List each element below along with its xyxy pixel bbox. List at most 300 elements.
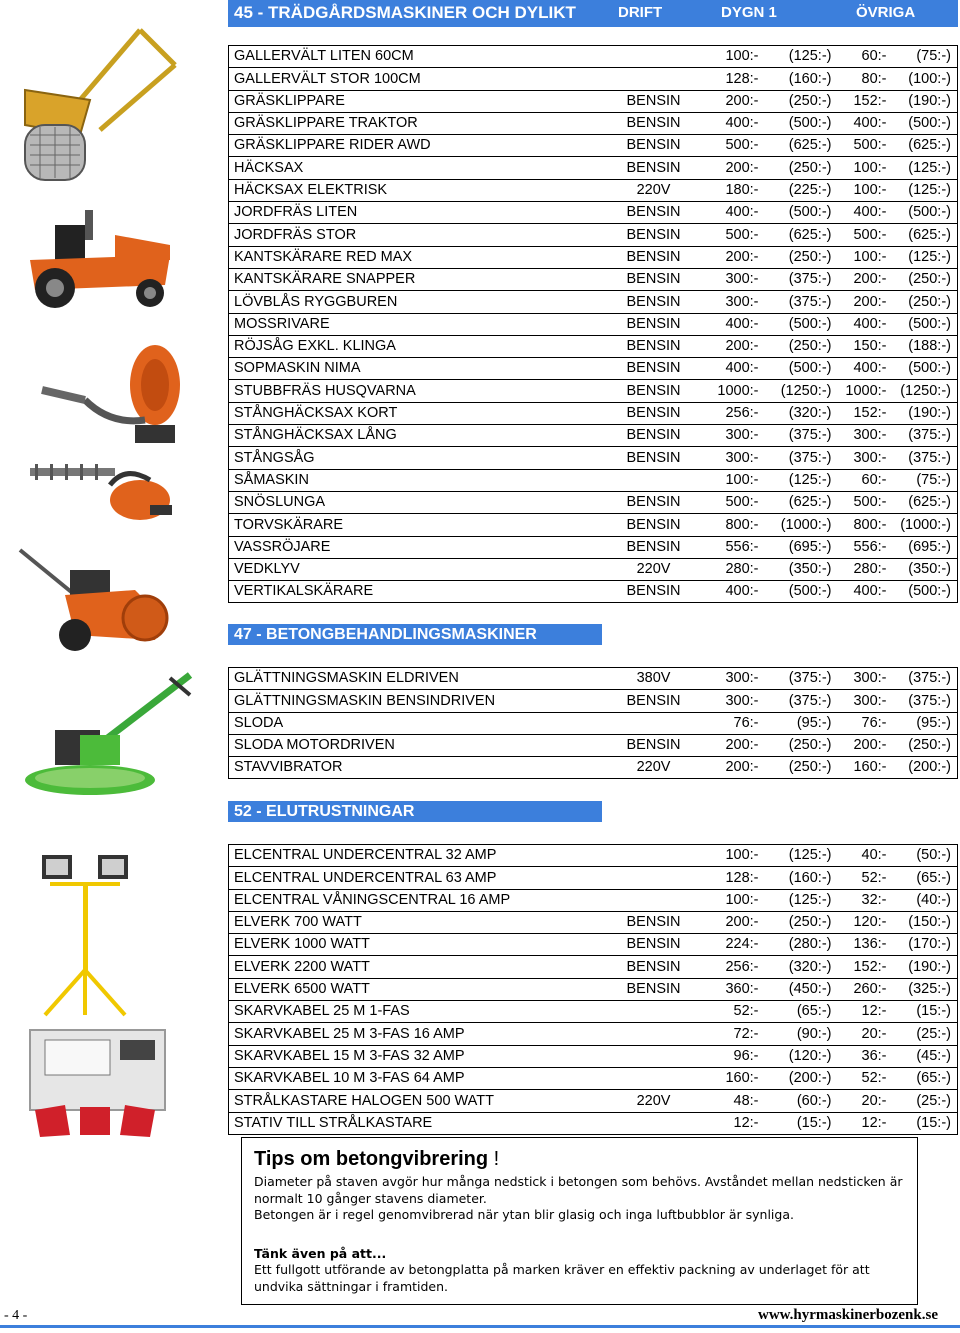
- price-other-day-incl-vat: (1000:-): [887, 514, 958, 536]
- price-other-day-incl-vat: (150:-): [887, 911, 958, 933]
- table-row: [229, 934, 958, 956]
- price-other-day-incl-vat: (500:-): [887, 581, 958, 603]
- price-drift: 200:-: [704, 757, 759, 779]
- price-drift-incl-vat: (500:-): [759, 581, 832, 603]
- fuel-type: 380V: [604, 668, 704, 690]
- price-other-day: 200:-: [832, 291, 887, 313]
- table-row: [229, 1067, 958, 1089]
- price-other-day: 52:-: [832, 1067, 887, 1089]
- price-other-day: 200:-: [832, 734, 887, 756]
- price-drift-incl-vat: (125:-): [759, 845, 832, 867]
- price-table-electrical: [228, 844, 958, 1135]
- price-other-day: 40:-: [832, 845, 887, 867]
- price-other-day-incl-vat: (50:-): [887, 845, 958, 867]
- price-other-day: 500:-: [832, 135, 887, 157]
- price-other-day-incl-vat: (375:-): [887, 668, 958, 690]
- table-row: [229, 1023, 958, 1045]
- hedge-trimmer-illustration: [30, 460, 175, 530]
- fuel-type: BENSIN: [604, 934, 704, 956]
- item-name: ELVERK 700 WATT: [229, 911, 604, 933]
- price-other-day: 100:-: [832, 157, 887, 179]
- price-other-day-incl-vat: (25:-): [887, 1090, 958, 1112]
- item-name: SLODA MOTORDRIVEN: [229, 734, 604, 756]
- table-row: [229, 335, 958, 357]
- table-row: [229, 1001, 958, 1023]
- fuel-type: BENSIN: [604, 135, 704, 157]
- table-row: [229, 90, 958, 112]
- price-other-day-incl-vat: (15:-): [887, 1001, 958, 1023]
- table-row: [229, 978, 958, 1000]
- price-drift: 300:-: [704, 291, 759, 313]
- fuel-type: BENSIN: [604, 956, 704, 978]
- price-other-day-incl-vat: (695:-): [887, 536, 958, 558]
- price-drift: 100:-: [704, 889, 759, 911]
- price-other-day-incl-vat: (100:-): [887, 68, 958, 90]
- price-other-day: 300:-: [832, 690, 887, 712]
- price-other-day-incl-vat: (625:-): [887, 224, 958, 246]
- table-row: [229, 536, 958, 558]
- fuel-type: BENSIN: [604, 402, 704, 424]
- item-name: SLODA: [229, 712, 604, 734]
- price-other-day: 400:-: [832, 313, 887, 335]
- item-name: GALLERVÄLT LITEN 60CM: [229, 46, 604, 68]
- price-drift: 556:-: [704, 536, 759, 558]
- table-row: [229, 469, 958, 491]
- price-other-day-incl-vat: (375:-): [887, 447, 958, 469]
- table-row: [229, 202, 958, 224]
- price-other-day: 76:-: [832, 712, 887, 734]
- price-drift: 400:-: [704, 202, 759, 224]
- price-drift-incl-vat: (125:-): [759, 889, 832, 911]
- item-name: JORDFRÄS STOR: [229, 224, 604, 246]
- item-name: SKARVKABEL 25 M 1-FAS: [229, 1001, 604, 1023]
- price-drift-incl-vat: (375:-): [759, 291, 832, 313]
- power-trowel-illustration: [20, 670, 195, 805]
- table-row: [229, 867, 958, 889]
- tips-box: [241, 1137, 918, 1305]
- price-other-day-incl-vat: (325:-): [887, 978, 958, 1000]
- price-other-day: 152:-: [832, 402, 887, 424]
- fuel-type: BENSIN: [604, 581, 704, 603]
- table-row: [229, 690, 958, 712]
- fuel-type: BENSIN: [604, 978, 704, 1000]
- item-name: LÖVBLÅS RYGGBUREN: [229, 291, 604, 313]
- price-other-day-incl-vat: (125:-): [887, 157, 958, 179]
- price-drift-incl-vat: (500:-): [759, 112, 832, 134]
- table-row: [229, 889, 958, 911]
- price-drift-incl-vat: (500:-): [759, 202, 832, 224]
- fuel-type: BENSIN: [604, 90, 704, 112]
- item-name: STAVVIBRATOR: [229, 757, 604, 779]
- price-drift: 200:-: [704, 246, 759, 268]
- price-other-day-incl-vat: (625:-): [887, 491, 958, 513]
- price-other-day-incl-vat: (500:-): [887, 112, 958, 134]
- table-row: [229, 491, 958, 513]
- item-name: GRÄSKLIPPARE: [229, 90, 604, 112]
- price-drift: 500:-: [704, 491, 759, 513]
- price-drift: 200:-: [704, 90, 759, 112]
- price-other-day: 400:-: [832, 358, 887, 380]
- price-drift: 180:-: [704, 179, 759, 201]
- item-name: ELVERK 2200 WATT: [229, 956, 604, 978]
- table-row: [229, 1112, 958, 1134]
- price-other-day-incl-vat: (125:-): [887, 179, 958, 201]
- fuel-type: [604, 1001, 704, 1023]
- price-drift: 76:-: [704, 712, 759, 734]
- price-drift-incl-vat: (250:-): [759, 246, 832, 268]
- fuel-type: [604, 712, 704, 734]
- item-name: ELVERK 6500 WATT: [229, 978, 604, 1000]
- fuel-type: [604, 1112, 704, 1134]
- table-row: [229, 179, 958, 201]
- fuel-type: [604, 1045, 704, 1067]
- tips-title: Tips om betongvibrering !: [254, 1148, 500, 1170]
- price-drift: 200:-: [704, 335, 759, 357]
- ride-on-mower-illustration: [25, 190, 175, 310]
- price-other-day-incl-vat: (25:-): [887, 1023, 958, 1045]
- price-other-day-incl-vat: (375:-): [887, 425, 958, 447]
- price-drift: 280:-: [704, 558, 759, 580]
- table-row: [229, 845, 958, 867]
- price-drift-incl-vat: (95:-): [759, 712, 832, 734]
- price-drift: 200:-: [704, 157, 759, 179]
- price-other-day-incl-vat: (45:-): [887, 1045, 958, 1067]
- item-name: MOSSRIVARE: [229, 313, 604, 335]
- table-row: [229, 581, 958, 603]
- fuel-type: BENSIN: [604, 313, 704, 335]
- website-url: www.hyrmaskinerbozenk.se: [757, 1307, 938, 1323]
- price-drift-incl-vat: (250:-): [759, 757, 832, 779]
- fuel-type: BENSIN: [604, 447, 704, 469]
- item-name: RÖJSÅG EXKL. KLINGA: [229, 335, 604, 357]
- table-row: [229, 668, 958, 690]
- item-name: GRÄSKLIPPARE RIDER AWD: [229, 135, 604, 157]
- item-name: VASSRÖJARE: [229, 536, 604, 558]
- price-other-day: 200:-: [832, 268, 887, 290]
- item-name: JORDFRÄS LITEN: [229, 202, 604, 224]
- price-other-day-incl-vat: (170:-): [887, 934, 958, 956]
- price-other-day: 260:-: [832, 978, 887, 1000]
- price-drift-incl-vat: (1250:-): [759, 380, 832, 402]
- fuel-type: [604, 845, 704, 867]
- table-row: [229, 46, 958, 68]
- table-row: [229, 757, 958, 779]
- fuel-type: BENSIN: [604, 224, 704, 246]
- price-drift: 400:-: [704, 313, 759, 335]
- column-header-dygn: DYGN 1: [721, 4, 777, 21]
- footer-rule: [0, 1325, 960, 1328]
- distribution-box-illustration: [25, 1025, 170, 1140]
- price-other-day-incl-vat: (75:-): [887, 46, 958, 68]
- tips-paragraph-3: Ett fullgott utförande av betongplatta på marken kräver en effektiv packning av underlaget för att undvika sättningar i framtiden.: [254, 1262, 870, 1294]
- item-name: HÄCKSAX: [229, 157, 604, 179]
- price-drift: 200:-: [704, 734, 759, 756]
- price-drift: 1000:-: [704, 380, 759, 402]
- price-drift: 96:-: [704, 1045, 759, 1067]
- item-name: STRÅLKASTARE HALOGEN 500 WATT: [229, 1090, 604, 1112]
- price-other-day-incl-vat: (65:-): [887, 1067, 958, 1089]
- price-other-day: 12:-: [832, 1001, 887, 1023]
- price-drift-incl-vat: (250:-): [759, 157, 832, 179]
- price-drift-incl-vat: (60:-): [759, 1090, 832, 1112]
- fuel-type: [604, 867, 704, 889]
- fuel-type: BENSIN: [604, 425, 704, 447]
- table-row: [229, 1045, 958, 1067]
- price-other-day: 400:-: [832, 202, 887, 224]
- price-drift: 400:-: [704, 581, 759, 603]
- item-name: SKARVKABEL 25 M 3-FAS 16 AMP: [229, 1023, 604, 1045]
- price-drift: 200:-: [704, 911, 759, 933]
- price-drift-incl-vat: (250:-): [759, 734, 832, 756]
- item-name: STÅNGHÄCKSAX KORT: [229, 402, 604, 424]
- price-drift-incl-vat: (250:-): [759, 90, 832, 112]
- price-other-day: 136:-: [832, 934, 887, 956]
- item-name: KANTSKÄRARE RED MAX: [229, 246, 604, 268]
- price-drift-incl-vat: (160:-): [759, 867, 832, 889]
- tips-subheading: Tänk även på att...: [254, 1245, 387, 1261]
- price-drift-incl-vat: (250:-): [759, 911, 832, 933]
- price-drift-incl-vat: (125:-): [759, 46, 832, 68]
- price-other-day: 300:-: [832, 668, 887, 690]
- item-name: SKARVKABEL 15 M 3-FAS 32 AMP: [229, 1045, 604, 1067]
- price-drift-incl-vat: (625:-): [759, 135, 832, 157]
- price-other-day-incl-vat: (75:-): [887, 469, 958, 491]
- price-drift-incl-vat: (225:-): [759, 179, 832, 201]
- fuel-type: 220V: [604, 1090, 704, 1112]
- item-name: GRÄSKLIPPARE TRAKTOR: [229, 112, 604, 134]
- price-drift-incl-vat: (320:-): [759, 402, 832, 424]
- price-drift-incl-vat: (375:-): [759, 447, 832, 469]
- price-drift: 300:-: [704, 447, 759, 469]
- work-light-tripod-illustration: [30, 850, 140, 1020]
- price-other-day-incl-vat: (200:-): [887, 757, 958, 779]
- table-row: [229, 425, 958, 447]
- price-other-day: 60:-: [832, 46, 887, 68]
- price-other-day-incl-vat: (95:-): [887, 712, 958, 734]
- table-row: [229, 268, 958, 290]
- stump-grinder-illustration: [15, 540, 170, 655]
- item-name: VEDKLYV: [229, 558, 604, 580]
- price-drift: 100:-: [704, 46, 759, 68]
- table-row: [229, 514, 958, 536]
- fuel-type: BENSIN: [604, 734, 704, 756]
- item-name: ELCENTRAL UNDERCENTRAL 63 AMP: [229, 867, 604, 889]
- item-name: SKARVKABEL 10 M 3-FAS 64 AMP: [229, 1067, 604, 1089]
- page-number: - 4 -: [4, 1308, 28, 1323]
- price-other-day: 150:-: [832, 335, 887, 357]
- price-drift: 256:-: [704, 956, 759, 978]
- price-drift-incl-vat: (250:-): [759, 335, 832, 357]
- item-name: ELVERK 1000 WATT: [229, 934, 604, 956]
- item-name: GLÄTTNINGSMASKIN BENSINDRIVEN: [229, 690, 604, 712]
- price-drift: 300:-: [704, 425, 759, 447]
- price-other-day-incl-vat: (40:-): [887, 889, 958, 911]
- price-other-day-incl-vat: (125:-): [887, 246, 958, 268]
- fuel-type: [604, 469, 704, 491]
- price-other-day: 800:-: [832, 514, 887, 536]
- item-name: SNÖSLUNGA: [229, 491, 604, 513]
- table-row: [229, 402, 958, 424]
- price-drift-incl-vat: (200:-): [759, 1067, 832, 1089]
- price-drift-incl-vat: (500:-): [759, 358, 832, 380]
- price-drift-incl-vat: (375:-): [759, 690, 832, 712]
- price-other-day: 120:-: [832, 911, 887, 933]
- price-drift-incl-vat: (280:-): [759, 934, 832, 956]
- item-name: STÅNGHÄCKSAX LÅNG: [229, 425, 604, 447]
- price-other-day-incl-vat: (65:-): [887, 867, 958, 889]
- item-name: ELCENTRAL UNDERCENTRAL 32 AMP: [229, 845, 604, 867]
- price-drift: 800:-: [704, 514, 759, 536]
- item-name: STÅNGSÅG: [229, 447, 604, 469]
- table-row: [229, 157, 958, 179]
- price-drift: 12:-: [704, 1112, 759, 1134]
- fuel-type: BENSIN: [604, 268, 704, 290]
- price-drift: 52:-: [704, 1001, 759, 1023]
- price-other-day-incl-vat: (500:-): [887, 202, 958, 224]
- price-other-day: 32:-: [832, 889, 887, 911]
- section-header-bar: [228, 0, 958, 27]
- price-other-day-incl-vat: (350:-): [887, 558, 958, 580]
- price-other-day: 160:-: [832, 757, 887, 779]
- price-other-day-incl-vat: (1250:-): [887, 380, 958, 402]
- section-title-electrical: 52 - ELUTRUSTNINGAR: [228, 801, 602, 822]
- fuel-type: BENSIN: [604, 157, 704, 179]
- fuel-type: BENSIN: [604, 246, 704, 268]
- item-name: STUBBFRÄS HUSQVARNA: [229, 380, 604, 402]
- tips-paragraph-1: Diameter på staven avgör hur många nedstick i betongen som behövs. Avståndet mellan nedsticken är normalt 10 gånger stavens diameter.: [254, 1174, 903, 1206]
- price-other-day-incl-vat: (375:-): [887, 690, 958, 712]
- price-drift: 500:-: [704, 135, 759, 157]
- fuel-type: [604, 46, 704, 68]
- price-other-day: 52:-: [832, 867, 887, 889]
- price-other-day: 12:-: [832, 1112, 887, 1134]
- item-name: GLÄTTNINGSMASKIN ELDRIVEN: [229, 668, 604, 690]
- price-drift-incl-vat: (450:-): [759, 978, 832, 1000]
- price-other-day-incl-vat: (500:-): [887, 313, 958, 335]
- leaf-blower-illustration: [40, 330, 180, 450]
- price-drift: 72:-: [704, 1023, 759, 1045]
- price-other-day-incl-vat: (500:-): [887, 358, 958, 380]
- price-drift-incl-vat: (350:-): [759, 558, 832, 580]
- price-drift: 400:-: [704, 358, 759, 380]
- price-drift: 300:-: [704, 690, 759, 712]
- price-other-day-incl-vat: (188:-): [887, 335, 958, 357]
- price-drift: 224:-: [704, 934, 759, 956]
- section-title-concrete: 47 - BETONGBEHANDLINGSMASKINER: [228, 624, 602, 645]
- price-other-day-incl-vat: (250:-): [887, 291, 958, 313]
- fuel-type: [604, 1067, 704, 1089]
- item-name: SÅMASKIN: [229, 469, 604, 491]
- item-name: HÄCKSAX ELEKTRISK: [229, 179, 604, 201]
- price-other-day: 80:-: [832, 68, 887, 90]
- price-drift-incl-vat: (120:-): [759, 1045, 832, 1067]
- fuel-type: 220V: [604, 179, 704, 201]
- price-drift-incl-vat: (15:-): [759, 1112, 832, 1134]
- price-drift: 360:-: [704, 978, 759, 1000]
- table-row: [229, 246, 958, 268]
- price-drift: 128:-: [704, 867, 759, 889]
- table-row: [229, 224, 958, 246]
- price-other-day: 500:-: [832, 491, 887, 513]
- fuel-type: 220V: [604, 558, 704, 580]
- fuel-type: [604, 68, 704, 90]
- table-row: [229, 68, 958, 90]
- fuel-type: 220V: [604, 757, 704, 779]
- fuel-type: BENSIN: [604, 202, 704, 224]
- table-row: [229, 1090, 958, 1112]
- price-table-concrete: [228, 667, 958, 779]
- item-name: TORVSKÄRARE: [229, 514, 604, 536]
- price-other-day: 300:-: [832, 425, 887, 447]
- price-drift: 128:-: [704, 68, 759, 90]
- price-drift: 300:-: [704, 268, 759, 290]
- fuel-type: BENSIN: [604, 690, 704, 712]
- fuel-type: BENSIN: [604, 514, 704, 536]
- fuel-type: BENSIN: [604, 380, 704, 402]
- price-other-day: 20:-: [832, 1023, 887, 1045]
- table-row: [229, 911, 958, 933]
- table-row: [229, 112, 958, 134]
- price-drift-incl-vat: (65:-): [759, 1001, 832, 1023]
- spreader-illustration: [10, 20, 180, 190]
- price-other-day: 152:-: [832, 90, 887, 112]
- table-row: [229, 380, 958, 402]
- table-row: [229, 734, 958, 756]
- price-other-day-incl-vat: (625:-): [887, 135, 958, 157]
- table-row: [229, 313, 958, 335]
- price-other-day-incl-vat: (15:-): [887, 1112, 958, 1134]
- table-row: [229, 447, 958, 469]
- price-other-day-incl-vat: (250:-): [887, 734, 958, 756]
- table-row: [229, 712, 958, 734]
- price-drift-incl-vat: (125:-): [759, 469, 832, 491]
- fuel-type: BENSIN: [604, 491, 704, 513]
- price-other-day: 1000:-: [832, 380, 887, 402]
- price-drift: 400:-: [704, 112, 759, 134]
- price-table-garden: [228, 45, 958, 603]
- tips-paragraph-2: Betongen är i regel genomvibrerad när ytan blir glasig och inga luftbubblor är synliga.: [254, 1207, 794, 1222]
- price-other-day: 400:-: [832, 112, 887, 134]
- price-drift-incl-vat: (375:-): [759, 425, 832, 447]
- table-row: [229, 135, 958, 157]
- column-header-ovriga: ÖVRIGA: [856, 4, 916, 21]
- price-drift: 500:-: [704, 224, 759, 246]
- fuel-type: BENSIN: [604, 358, 704, 380]
- section-title: 45 - TRÄDGÅRDSMASKINER OCH DYLIKT: [234, 3, 576, 22]
- price-drift: 256:-: [704, 402, 759, 424]
- price-drift-incl-vat: (695:-): [759, 536, 832, 558]
- item-name: VERTIKALSKÄRARE: [229, 581, 604, 603]
- fuel-type: BENSIN: [604, 112, 704, 134]
- price-other-day: 36:-: [832, 1045, 887, 1067]
- price-other-day-incl-vat: (190:-): [887, 956, 958, 978]
- price-drift-incl-vat: (375:-): [759, 268, 832, 290]
- fuel-type: [604, 1023, 704, 1045]
- item-name: GALLERVÄLT STOR 100CM: [229, 68, 604, 90]
- price-other-day: 280:-: [832, 558, 887, 580]
- price-drift: 100:-: [704, 845, 759, 867]
- price-drift-incl-vat: (90:-): [759, 1023, 832, 1045]
- price-other-day: 300:-: [832, 447, 887, 469]
- price-drift: 100:-: [704, 469, 759, 491]
- price-drift-incl-vat: (1000:-): [759, 514, 832, 536]
- price-other-day: 100:-: [832, 246, 887, 268]
- price-drift: 48:-: [704, 1090, 759, 1112]
- item-name: KANTSKÄRARE SNAPPER: [229, 268, 604, 290]
- price-other-day: 556:-: [832, 536, 887, 558]
- fuel-type: BENSIN: [604, 911, 704, 933]
- price-drift-incl-vat: (160:-): [759, 68, 832, 90]
